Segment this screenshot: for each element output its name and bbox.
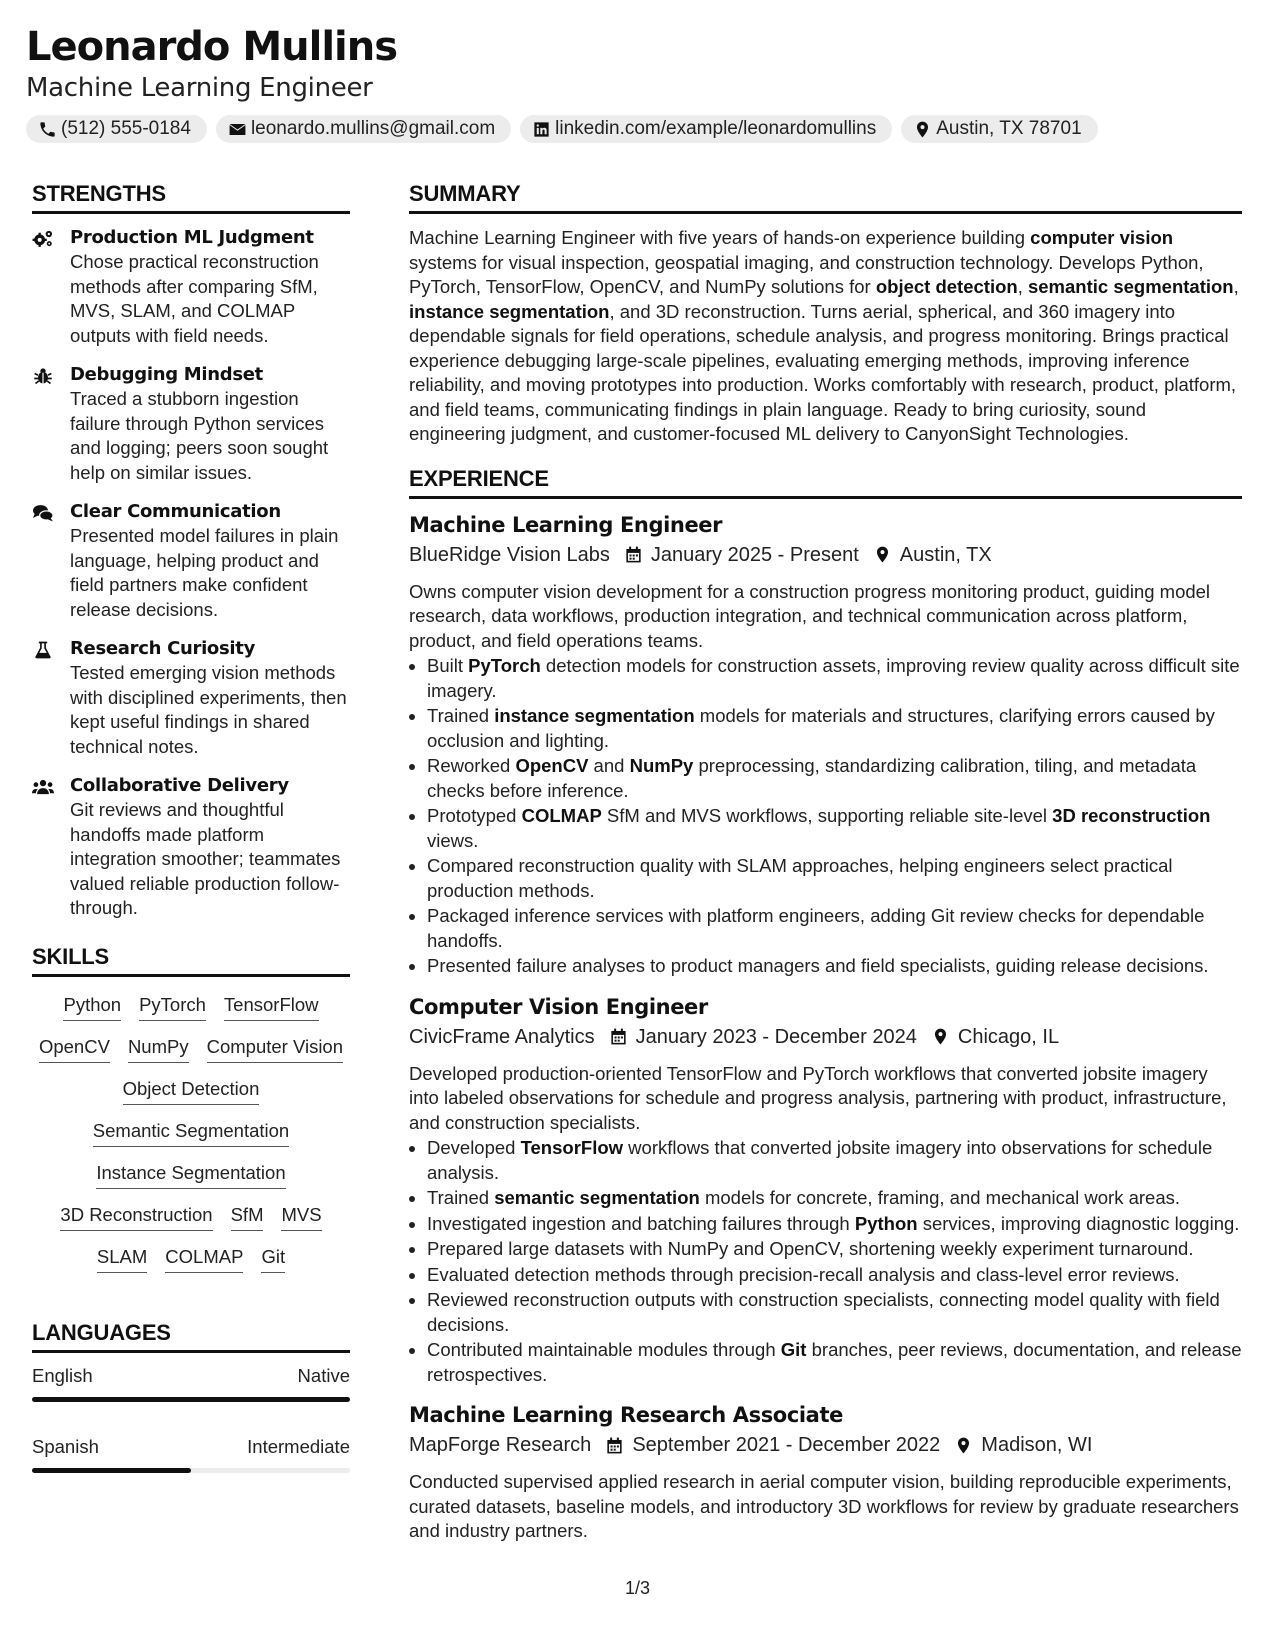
bold-keyword: instance segmentation [494, 705, 695, 726]
strength-title: Production ML Judgment [70, 227, 314, 248]
job-bullet [427, 1263, 1242, 1288]
bold-keyword: object detection [875, 276, 1018, 297]
language-level-fill [32, 1468, 191, 1473]
text-segment: workflows that converted jobsite imagery into observations for schedule analysis. [427, 1137, 1213, 1183]
resume-header [26, 22, 1249, 143]
contact-bar [26, 115, 1249, 143]
language-level: Native [297, 1364, 350, 1386]
comments-icon [32, 503, 54, 523]
text-segment: Investigated ingestion and batching failures through [427, 1212, 855, 1234]
text-segment: models for concrete, framing, and mechanical work areas. [699, 1187, 1180, 1208]
text-segment: preprocessing, standardizing calibration, tiling, and metadata checks before inference. [427, 755, 1197, 801]
text-segment: SfM and MVS workflows, supporting reliable site-level [601, 805, 1053, 826]
text-segment: Developed [427, 1137, 521, 1158]
skill-tag: Computer Vision [207, 1035, 343, 1063]
bold-keyword: TensorFlow [520, 1137, 624, 1158]
job-bullet [427, 1237, 1242, 1262]
bold-keyword: Python [854, 1212, 918, 1234]
bold-keyword: computer vision [1030, 227, 1174, 248]
strength-desc: Traced a stubborn ingestion failure through Python services and logging; peers soon sought help on similar issues. [70, 388, 329, 483]
job-bullet [427, 1338, 1242, 1387]
left-column [32, 180, 350, 1473]
bold-keyword: 3D reconstruction [1052, 805, 1211, 826]
job-entry [409, 1401, 1242, 1544]
contact-phone-text: (512) 555-0184 [61, 118, 191, 139]
text-segment: Contributed maintainable modules through [427, 1339, 781, 1360]
skill-tag: PyTorch [139, 993, 206, 1021]
job-dates: January 2025 - Present [650, 543, 859, 566]
job-location: Madison, WI [981, 1434, 1093, 1456]
strength-desc: Git reviews and thoughtful handoffs made platform integration smoother; teammates valued reliable production follow-through. [70, 799, 341, 918]
skill-tag: OpenCV [39, 1035, 110, 1063]
flask-icon [32, 640, 54, 660]
strengths-list [32, 226, 350, 921]
contact-linkedin-text: linkedin.com/example/leonardomullins [555, 118, 877, 139]
text-segment: Evaluated detection methods through precision-recall analysis and class-level error reviews. [427, 1263, 1180, 1285]
skill-tag: Semantic Segmentation [93, 1119, 289, 1147]
language-level: Intermediate [247, 1435, 350, 1457]
job-meta [409, 1430, 1242, 1460]
job-entry [409, 511, 1242, 979]
job-company: MapForge Research [409, 1434, 592, 1456]
bold-keyword: instance segmentation [409, 300, 610, 322]
strength-item [32, 363, 350, 485]
page-number: 1/3 [624, 1578, 651, 1598]
calendar-icon [609, 1027, 628, 1046]
skills-list [32, 989, 350, 1273]
contact-location [901, 115, 1097, 143]
bold-keyword: semantic segmentation [494, 1187, 700, 1208]
strength-desc: Tested emerging vision methods with disciplined experiments, then kept useful findings in shared technical notes. [70, 662, 347, 757]
map-pin-icon [931, 1027, 950, 1046]
gears-icon [32, 229, 54, 249]
text-segment: detection models for construction assets, improving review quality across difficult site imagery. [427, 655, 1240, 701]
job-dates: January 2023 - December 2024 [635, 1025, 917, 1048]
language-row [32, 1436, 350, 1458]
skill-tag: Python [63, 993, 121, 1021]
strength-title: Debugging Mindset [70, 364, 263, 385]
job-bullet [427, 1212, 1242, 1237]
strength-title: Research Curiosity [70, 638, 256, 659]
job-bullet [427, 954, 1242, 979]
text-segment: Reworked [427, 755, 516, 776]
job-bullet [427, 854, 1242, 903]
job-meta [409, 540, 1242, 570]
text-segment: Machine Learning Engineer with five years of hands-on experience building [409, 227, 1031, 248]
language-level-fill [32, 1397, 350, 1402]
text-segment: Reviewed reconstruction outputs with construction specialists, connecting model quality with field decisions. [427, 1289, 1220, 1335]
languages-list [32, 1365, 350, 1473]
job-bullet [427, 1186, 1242, 1211]
map-pin-icon [873, 545, 892, 564]
strength-desc: Presented model failures in plain language, helping product and field partners make confident release decisions. [70, 525, 339, 620]
skill-tag: 3D Reconstruction [60, 1203, 212, 1231]
candidate-name: Leonardo Mullins [26, 24, 398, 70]
contact-email-text: leonardo.mullins@gmail.com [250, 118, 496, 139]
summary-heading: SUMMARY [409, 180, 1242, 214]
job-title: Computer Vision Engineer [409, 994, 708, 1019]
phone-icon [38, 120, 57, 139]
job-bullet [427, 804, 1242, 853]
job-title: Machine Learning Engineer [409, 512, 723, 537]
job-location: Chicago, IL [957, 1025, 1060, 1048]
text-segment: Compared reconstruction quality with SLAM approaches, helping engineers select practical production methods. [427, 855, 1173, 901]
bold-keyword: PyTorch [468, 655, 541, 676]
skill-tag: MVS [281, 1203, 321, 1231]
job-description: Conducted supervised applied research in aerial computer vision, building reproducible experiments, curated datasets, baseline models, and introductory 3D workflows for review by graduate researchers and industry partners. [409, 1471, 1239, 1541]
strength-title: Collaborative Delivery [70, 775, 289, 796]
text-segment: Built [427, 655, 469, 676]
job-location: Austin, TX [899, 543, 992, 566]
skills-heading: SKILLS [32, 943, 350, 977]
text-segment: Trained [427, 705, 495, 726]
strength-item [32, 774, 350, 921]
language-name: Spanish [32, 1435, 99, 1457]
calendar-icon [624, 545, 643, 564]
job-bullet [427, 1288, 1242, 1337]
job-company: BlueRidge Vision Labs [409, 543, 610, 566]
text-segment: models for materials and structures, clarifying errors caused by occlusion and lighting. [427, 705, 1215, 751]
text-segment: and [588, 755, 630, 776]
strength-title: Clear Communication [70, 501, 281, 522]
skill-tag: SLAM [97, 1245, 147, 1273]
text-segment: branches, peer reviews, documentation, and release retrospectives. [427, 1339, 1242, 1385]
languages-heading: LANGUAGES [32, 1319, 350, 1353]
map-pin-icon [913, 120, 932, 139]
strength-desc: Chose practical reconstruction methods after comparing SfM, MVS, SLAM, and COLMAP outputs with field needs. [70, 251, 319, 346]
summary-text [409, 226, 1242, 447]
text-segment: Prepared large datasets with NumPy and OpenCV, shortening weekly experiment turnaround. [427, 1238, 1194, 1259]
job-description: Developed production-oriented TensorFlow and PyTorch workflows that converted jobsite imagery into labeled observations for schedule and progress analysis, partnering with product, infrastructure, and construction specialists. [409, 1062, 1227, 1133]
job-entry [409, 993, 1242, 1388]
job-description: Owns computer vision development for a construction progress monitoring product, guiding model research, data workflows, production integration, and technical communication across platform, product, and field operations teams. [409, 580, 1211, 651]
job-bullets [409, 1136, 1242, 1387]
skill-tag: Git [261, 1245, 285, 1273]
strength-item [32, 500, 350, 622]
contact-email[interactable] [216, 115, 511, 143]
skill-tag: Object Detection [123, 1077, 260, 1105]
skill-tag: SfM [231, 1203, 264, 1231]
text-segment: , [1017, 276, 1028, 297]
contact-linkedin[interactable] [520, 115, 892, 143]
calendar-icon [605, 1436, 624, 1455]
bold-keyword: COLMAP [521, 805, 602, 826]
text-segment: systems for visual inspection, geospatial imaging, and construction technology. Develops Python, PyTorch, TensorFlow, OpenCV, and NumPy solutions for [409, 251, 1204, 297]
job-bullet [427, 1136, 1242, 1185]
text-segment: , [1233, 276, 1239, 297]
language-row [32, 1365, 350, 1387]
bug-icon [32, 366, 54, 386]
text-segment: services, improving diagnostic logging. [917, 1212, 1240, 1234]
job-bullets [409, 654, 1242, 979]
job-bullet [427, 904, 1242, 953]
candidate-title: Machine Learning Engineer [26, 73, 373, 103]
text-segment: Prototyped [427, 805, 522, 826]
skill-tag: NumPy [128, 1035, 189, 1063]
linkedin-icon [532, 120, 551, 139]
envelope-icon [228, 120, 247, 139]
contact-phone[interactable] [26, 115, 207, 143]
job-bullet [427, 654, 1242, 703]
text-segment: , and 3D reconstruction. Turns aerial, spherical, and 360 imagery into dependable signals for field operations, schedule analysis, and progress monitoring. Brings practical experience debugging large-scale pipelines, evaluating emerging methods, improving inference reliability, and moving prototypes into production. Works comfortably with research, product, platform, and field teams, communicating findings in plain language. Ready to bring curiosity, sound engineering judgment, and customer-focused ML delivery to CanyonSight Technologies. [409, 300, 1237, 444]
strength-item [32, 226, 350, 348]
map-pin-icon [954, 1436, 973, 1455]
job-meta [409, 1022, 1242, 1052]
right-column [409, 180, 1242, 1558]
skill-tag: Instance Segmentation [96, 1161, 285, 1189]
strength-item [32, 637, 350, 759]
text-segment: Packaged inference services with platform engineers, adding Git review checks for dependable handoffs. [427, 905, 1205, 951]
language-name: English [32, 1364, 93, 1386]
skill-tag: COLMAP [165, 1245, 243, 1273]
bold-keyword: Git [780, 1339, 807, 1360]
job-dates: September 2021 - December 2022 [632, 1434, 941, 1456]
skill-tag: TensorFlow [224, 993, 319, 1021]
text-segment: Trained [427, 1187, 495, 1208]
bold-keyword: OpenCV [515, 755, 589, 776]
strengths-heading: STRENGTHS [32, 180, 350, 214]
experience-heading: EXPERIENCE [409, 465, 1242, 499]
text-segment: views. [427, 829, 479, 851]
bold-keyword: NumPy [629, 755, 694, 776]
language-level-bar [32, 1468, 350, 1473]
job-bullet [427, 704, 1242, 753]
bold-keyword: semantic segmentation [1027, 276, 1234, 297]
text-segment: Presented failure analyses to product managers and field specialists, guiding release decisions. [427, 955, 1209, 976]
users-icon [32, 777, 54, 797]
language-level-bar [32, 1397, 350, 1402]
experience-list [409, 511, 1242, 1544]
job-title: Machine Learning Research Associate [409, 1403, 843, 1427]
contact-location-text: Austin, TX 78701 [936, 118, 1082, 139]
job-company: CivicFrame Analytics [409, 1025, 595, 1048]
job-bullet [427, 754, 1242, 803]
